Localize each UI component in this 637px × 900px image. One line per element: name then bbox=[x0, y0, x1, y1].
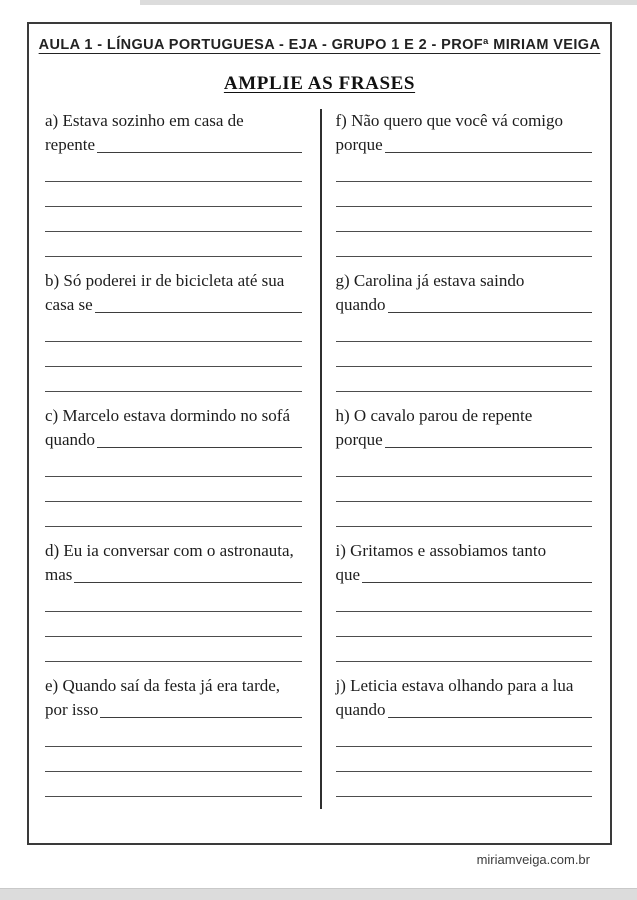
question-connector-row bbox=[45, 428, 308, 452]
blank-line bbox=[45, 722, 302, 747]
blank-line bbox=[45, 747, 302, 772]
question-text: g) Carolina já estava saindo bbox=[335, 271, 525, 290]
website-credit: miriamveiga.com.br bbox=[476, 852, 590, 867]
question-connector-row bbox=[336, 563, 599, 587]
question-text: i) Gritamos e assobiamos tanto bbox=[335, 541, 547, 560]
worksheet-title: AMPLIE AS FRASES bbox=[223, 73, 416, 94]
answer-line bbox=[385, 428, 592, 448]
question-connector: por isso bbox=[45, 700, 99, 719]
question-text: j) Leticia estava olhando para a lua bbox=[335, 676, 574, 695]
blank-line bbox=[336, 477, 593, 502]
question-connector: que bbox=[335, 565, 361, 584]
question-text: c) Marcelo estava dormindo no sofá bbox=[45, 406, 290, 425]
answer-line bbox=[388, 293, 592, 313]
questions-column-left bbox=[45, 109, 322, 809]
blank-line bbox=[336, 772, 593, 797]
question-connector-row bbox=[336, 698, 599, 722]
question-item-i bbox=[336, 539, 599, 662]
answer-line bbox=[74, 563, 301, 583]
question-connector: repente bbox=[45, 135, 96, 154]
question-connector: quando bbox=[335, 295, 386, 314]
question-connector-row bbox=[45, 133, 308, 157]
question-connector-row bbox=[45, 698, 308, 722]
blank-line bbox=[336, 232, 593, 257]
blank-line bbox=[336, 207, 593, 232]
blank-line bbox=[336, 612, 593, 637]
question-item-d bbox=[45, 539, 308, 662]
worksheet-page bbox=[27, 22, 612, 845]
question-text: f) Não quero que você vá comigo bbox=[335, 111, 564, 130]
blank-line bbox=[45, 587, 302, 612]
answer-line bbox=[385, 133, 592, 153]
question-item-b bbox=[45, 269, 308, 392]
blank-line bbox=[45, 612, 302, 637]
question-item-c bbox=[45, 404, 308, 527]
blank-line bbox=[336, 502, 593, 527]
blank-line bbox=[336, 587, 593, 612]
blank-line bbox=[45, 342, 302, 367]
scan-artifact-bottom-band bbox=[0, 888, 637, 900]
question-item-a bbox=[45, 109, 308, 257]
answer-line bbox=[95, 293, 302, 313]
question-connector: porque bbox=[335, 135, 383, 154]
blank-line bbox=[336, 157, 593, 182]
blank-line bbox=[45, 207, 302, 232]
blank-line bbox=[45, 367, 302, 392]
blank-line bbox=[336, 317, 593, 342]
question-connector-row bbox=[336, 133, 599, 157]
answer-line bbox=[100, 698, 301, 718]
answer-line bbox=[97, 133, 301, 153]
question-text: a) Estava sozinho em casa de bbox=[45, 111, 244, 130]
blank-line bbox=[336, 182, 593, 207]
question-item-j bbox=[336, 674, 599, 797]
question-connector: porque bbox=[335, 430, 383, 449]
question-text: h) O cavalo parou de repente bbox=[335, 406, 533, 425]
blank-line bbox=[45, 317, 302, 342]
question-connector: quando bbox=[45, 430, 96, 449]
blank-line bbox=[336, 452, 593, 477]
blank-line bbox=[336, 747, 593, 772]
question-item-f bbox=[336, 109, 599, 257]
question-item-h bbox=[336, 404, 599, 527]
question-connector: mas bbox=[45, 565, 73, 584]
question-text: d) Eu ia conversar com o astronauta, bbox=[45, 541, 294, 560]
blank-line bbox=[45, 772, 302, 797]
blank-line bbox=[45, 477, 302, 502]
answer-line bbox=[362, 563, 592, 583]
question-connector-row bbox=[336, 293, 599, 317]
question-connector: casa se bbox=[45, 295, 93, 314]
blank-line bbox=[336, 367, 593, 392]
answer-line bbox=[97, 428, 301, 448]
question-connector: quando bbox=[335, 700, 386, 719]
blank-line bbox=[45, 182, 302, 207]
blank-line bbox=[336, 722, 593, 747]
blank-line bbox=[45, 452, 302, 477]
worksheet-header: AULA 1 - LÍNGUA PORTUGUESA - EJA - GRUPO 1 E 2 - PROFª MIRIAM VEIGA bbox=[38, 37, 601, 53]
questions-column-right bbox=[322, 109, 599, 809]
blank-line bbox=[336, 637, 593, 662]
question-connector-row bbox=[45, 563, 308, 587]
blank-line bbox=[336, 342, 593, 367]
question-text: b) Só poderei ir de bicicleta até sua bbox=[45, 271, 285, 290]
questions-columns bbox=[45, 109, 598, 809]
blank-line bbox=[45, 157, 302, 182]
question-item-e bbox=[45, 674, 308, 797]
answer-line bbox=[388, 698, 592, 718]
blank-line bbox=[45, 232, 302, 257]
question-connector-row bbox=[45, 293, 308, 317]
question-connector-row bbox=[336, 428, 599, 452]
question-text: e) Quando saí da festa já era tarde, bbox=[45, 676, 281, 695]
blank-line bbox=[45, 637, 302, 662]
blank-line bbox=[45, 502, 302, 527]
question-item-g bbox=[336, 269, 599, 392]
scan-artifact-top-band bbox=[140, 0, 637, 5]
